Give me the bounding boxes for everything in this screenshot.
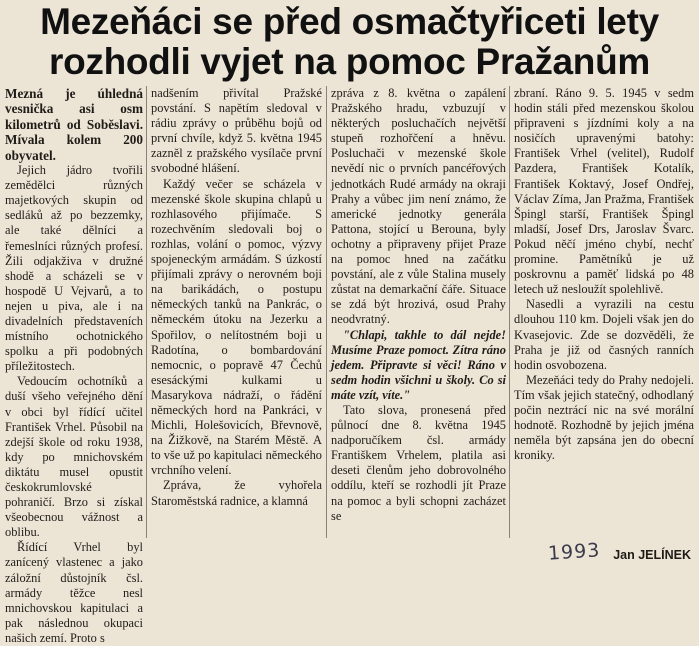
column-2	[151, 86, 322, 538]
quote-paragraph: "Chlapi, takhle to dál nejde! Musíme Praze pomoct. Zítra ráno jedem. Připravte si věci! Ráno v sedm hodin všichni u školy. Co si máte vzít, víte."	[331, 327, 506, 402]
paragraph: Nasedli a vyrazili na cestu dlouhou 110 km. Dojeli však jen do Kvasejovic. Zde se dozvěděli, že Praha je již od časných ranních hodin osvobozena.	[514, 297, 694, 372]
paragraph: Tato slova, pronesená před půlnocí dne 8. května 1945 nadporučíkem čsl. armády Františkem Vrhelem, platila asi deseti členům jeho dobrovolného oddílu, kteří se rozhodli jít Praze na pomoc a byli schopni zacházet se	[331, 402, 506, 523]
paragraph: Řídící Vrhel byl zanícený vlastenec a jako záložní důstojník čsl. armády těžce nesl mnichovskou kapitulaci a pak následnou okupaci našich zemí. Proto s	[5, 540, 143, 645]
column-1	[5, 86, 143, 645]
column-divider	[326, 86, 327, 538]
paragraph: Mezeňáci tedy do Prahy nedojeli. Tím však jejich statečný, odhodlaný počin neztrácí nic na své morální hodnotě. Rozhodně by jejich jména neměla být zapsána jen do obecní kroniky.	[514, 372, 694, 463]
author-byline: Jan JELÍNEK	[613, 548, 691, 562]
lead-paragraph: Mezná je úhledná vesnička asi osm kilometrů od Soběslavi. Mívala kolem 200 obyvatel.	[5, 86, 143, 163]
headline-line-2: rozhodli vyjet na pomoc Pražanům	[48, 41, 650, 82]
paragraph: zbraní. Ráno 9. 5. 1945 v sedm hodin stáli před mezenskou školou připraveni s jízdními koly a na nosičích upravenými batohy: František Vrhel (velitel), Rudolf Pazdera, František Kotalík, František Koktavý, Josef Ondřej, Václav Zíma, Jan Pražma, František Špingl starší, František Špingl mladší, Josef Drs, Jaroslav Švarc. Pokud něčí jméno chybí, nechť promine. Pamětníků je už poskrovnu a paměť lidská po 48 letech už nesloužít spolehlivě.	[514, 86, 694, 297]
paragraph: Jejich jádro tvořili zemědělci různých majetkových skupin od sedláků až po bezzemky, ale také dělníci a řemeslníci různých profesí. Žili odjakživa v družné shodě a scházeli se v hospodě U Vejvarů, a to nejen u piva, ale i na divadelních představeních místního ochotnického spolku a při podobných příležitostech.	[5, 163, 143, 374]
paragraph: Každý večer se scházela v mezenské škole skupina chlapů u rozhlasového přijímače. S rozechvěním sledovali boj o rozhlas, volání o pomoc, výzvy spojeneckým armádám. S úzkostí přijímali zprávy o nerovném boji na barikádách, o postupu německých tanků na Pankrác, o německém útoku na Jezerku a Spořilov, o nelítostném boji u Radotína, o bombardování nemocnic, o popravě 47 Čechů esesáckými kulkami u Masarykova nádraží, o řádění německých hord na Pankráci, v Michli, Holešovicích, Břevnově, na Žižkově, na Starém Městě. A to vše už po kapitulaci německého vrchního velení.	[151, 176, 323, 478]
paragraph: Zpráva, že vyhořela Staroměstská radnice, a klamná	[151, 478, 322, 508]
paragraph: zpráva z 8. května o zapálení Pražského hradu, vzbuzují v některých posluchačích největší stupeň rozhořčení a hněvu. Posluchači v mezenské škole nevědí nic o prvních pancéřových jednotkách Rudé armády na okraji Prahy a vůbec jim není známo, že americké jednotky generála Pattona, stojící u Berouna, byly ochotny a připraveny přijet Praze na pomoc hned na začátku povstání, ale z vůle Stalina musely zůstat na demarkační čáře. Situace se zdá být hrozivá, osud Prahy neodvratný.	[331, 86, 506, 327]
column-divider	[146, 86, 147, 538]
headline	[0, 2, 699, 82]
paragraph: Vedoucím ochotníků a duší všeho veřejného dění v obci byl řídící učitel František Vrhel. Působil na zdejší škole od roku 1938, kdy po mnichovském diktátu musel opustit českokrumlovské pohraničí. Brzo si získal všeobecnou vážnost a oblibu.	[5, 374, 143, 540]
headline-line-1: Mezeňáci se před osmačtyřiceti lety	[40, 1, 659, 42]
paragraph: nadšením přivítal Pražské povstání. S napětím sledoval v rádiu zprávy o průběhu bojů od první chvíle, když 5. května 1945 zazněl z pražského vysílače první svobodné hlášení.	[151, 86, 322, 176]
column-4	[514, 86, 694, 538]
handwritten-year: 1993	[547, 539, 602, 565]
column-divider	[509, 86, 510, 538]
column-3	[331, 86, 506, 538]
